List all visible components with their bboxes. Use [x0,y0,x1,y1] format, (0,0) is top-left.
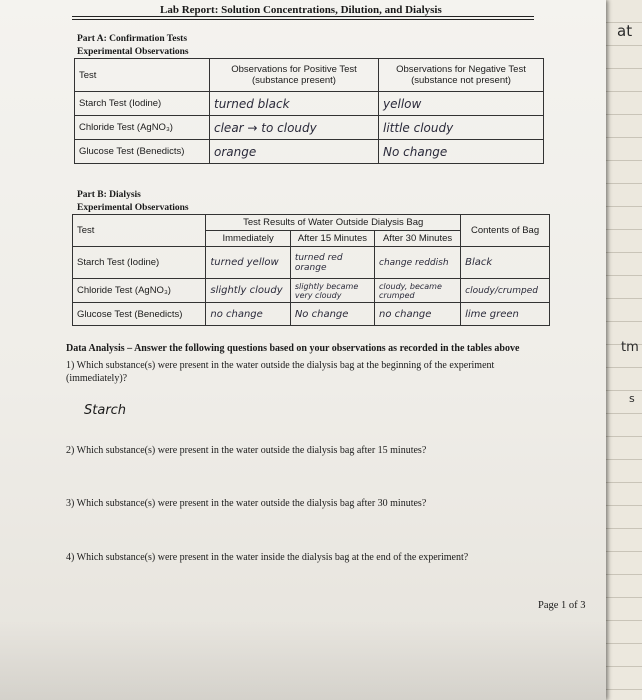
handwritten-contents: cloudy/crumped [461,279,550,303]
handwritten-immediately: slightly cloudy [206,279,290,303]
handwritten-30-minutes: no change [375,303,461,326]
handwritten-30-minutes: cloudy, became crumped [375,279,461,303]
part-b-table [72,214,550,326]
title-rule [72,16,534,17]
handwritten-15-minutes: turned red orange [290,247,374,279]
test-name: Glucose Test (Benedicts) [73,303,206,326]
header-15-minutes: After 15 Minutes [290,231,374,247]
table-header-row [75,59,544,92]
handwritten-negative: No change [379,140,544,164]
header-contents: Contents of Bag [461,215,550,247]
test-name: Chloride Test (AgNO₃) [75,116,210,140]
handwritten-negative: yellow [379,92,544,116]
table-header-row [73,215,550,231]
header-negative: Observations for Negative Test (substance not present) [379,59,544,92]
question-4: 4) Which substance(s) were present in the water inside the dialysis bag at the end of the experiment? [66,552,469,563]
handwritten-positive: clear → to cloudy [210,116,379,140]
table-row [75,116,544,140]
part-b-subheading: Experimental Observations [77,203,189,213]
back-page-edge [600,0,642,700]
test-name: Starch Test (Iodine) [75,92,210,116]
part-a-subheading: Experimental Observations [77,47,189,57]
table-row [73,247,550,279]
handwritten-immediately: no change [206,303,290,326]
back-page-fragment: s [629,392,635,405]
page-shading [0,620,606,700]
handwritten-15-minutes: No change [290,303,374,326]
header-test: Test [75,59,210,92]
part-a-heading: Part A: Confirmation Tests [77,34,188,44]
table-row [73,303,550,326]
handwritten-30-minutes: change reddish [375,247,461,279]
analysis-heading: Data Analysis – Answer the following questions based on your observations as recorded in the tables above [66,343,520,354]
table-row [75,140,544,164]
test-name: Glucose Test (Benedicts) [75,140,210,164]
test-name: Starch Test (Iodine) [73,247,206,279]
page-number: Page 1 of 3 [538,600,586,611]
title-rule [72,19,534,20]
header-water-outside: Test Results of Water Outside Dialysis Bag [206,215,461,231]
document-title: Lab Report: Solution Concentrations, Dilution, and Dialysis [160,4,442,16]
part-a-table [74,58,544,164]
handwritten-15-minutes: slightly became very cloudy [290,279,374,303]
part-b-heading: Part B: Dialysis [77,190,141,200]
question-2: 2) Which substance(s) were present in the water outside the dialysis bag after 15 minutes? [66,445,427,456]
table-row [75,92,544,116]
handwritten-immediately: turned yellow [206,247,290,279]
question-1: 1) Which substance(s) were present in the water outside the dialysis bag at the beginning of the experiment (immediately)? [66,360,495,384]
back-page-fragment: at [617,22,633,40]
question-3: 3) Which substance(s) were present in the water outside the dialysis bag after 30 minutes? [66,498,427,509]
handwritten-negative: little cloudy [379,116,544,140]
test-name: Chloride Test (AgNO₃) [73,279,206,303]
handwritten-contents: Black [461,247,550,279]
handwritten-positive: orange [210,140,379,164]
handwritten-contents: lime green [461,303,550,326]
header-30-minutes: After 30 Minutes [375,231,461,247]
header-positive: Observations for Positive Test (substance present) [210,59,379,92]
back-page-fragment: tm [621,340,639,355]
table-row [73,279,550,303]
header-test: Test [73,215,206,247]
handwritten-answer-1: Starch [84,403,127,418]
header-immediately: Immediately [206,231,290,247]
handwritten-positive: turned black [210,92,379,116]
